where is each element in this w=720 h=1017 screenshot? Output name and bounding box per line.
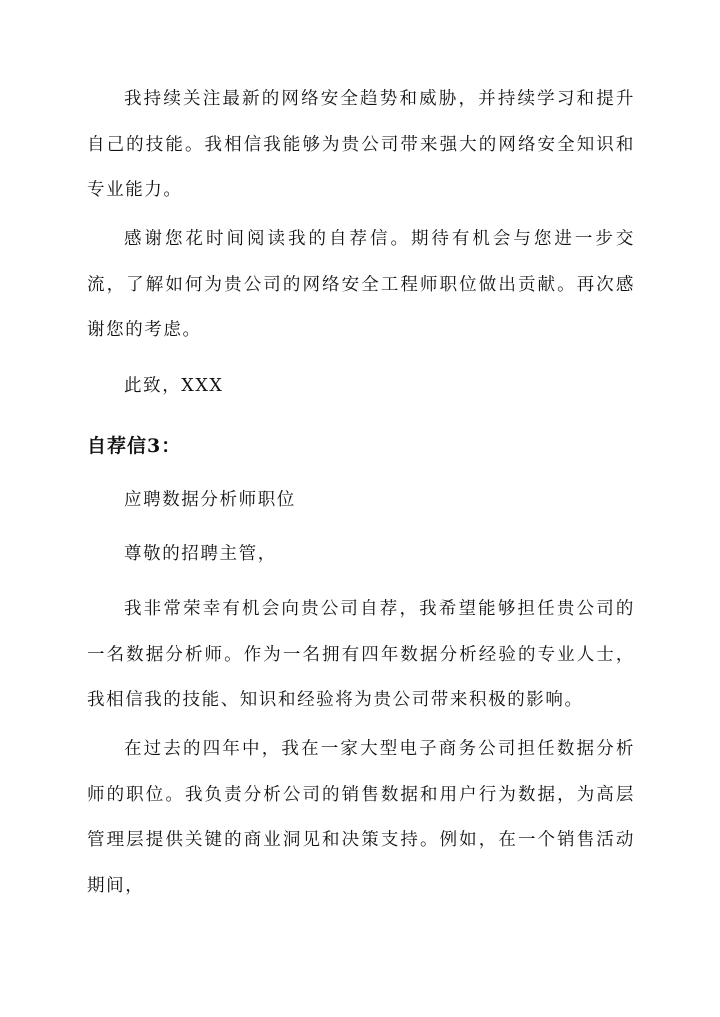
paragraph-thanks: 感谢您花时间阅读我的自荐信。期待有机会与您进一步交流，了解如何为贵公司的网络安全工程师职位做出贡献。再次感谢您的考虑。 [87, 229, 635, 340]
paragraph-introduction: 我非常荣幸有机会向贵公司自荐，我希望能够担任贵公司的一名数据分析师。作为一名拥有四年数据分析经验的专业人士，我相信我的技能、知识和经验将为贵公司带来积极的影响。 [87, 599, 635, 710]
paragraph-position-title: 应聘数据分析师职位 [124, 490, 296, 510]
paragraph-salutation: 尊敬的招聘主管， [124, 544, 277, 564]
paragraph-closing-signature: 此致，XXX [124, 376, 224, 396]
paragraph-experience: 在过去的四年中，我在一家大型电子商务公司担任数据分析师的职位。我负责分析公司的销售数据和用户行为数据，为高层管理层提供关键的商业洞见和决策支持。例如，在一个销售活动期间， [87, 739, 635, 896]
paragraph-security-skills: 我持续关注最新的网络安全趋势和威胁，并持续学习和提升自己的技能。我相信我能够为贵公司带来强大的网络安全知识和专业能力。 [87, 89, 635, 200]
section-heading: 自荐信3： [87, 435, 182, 457]
